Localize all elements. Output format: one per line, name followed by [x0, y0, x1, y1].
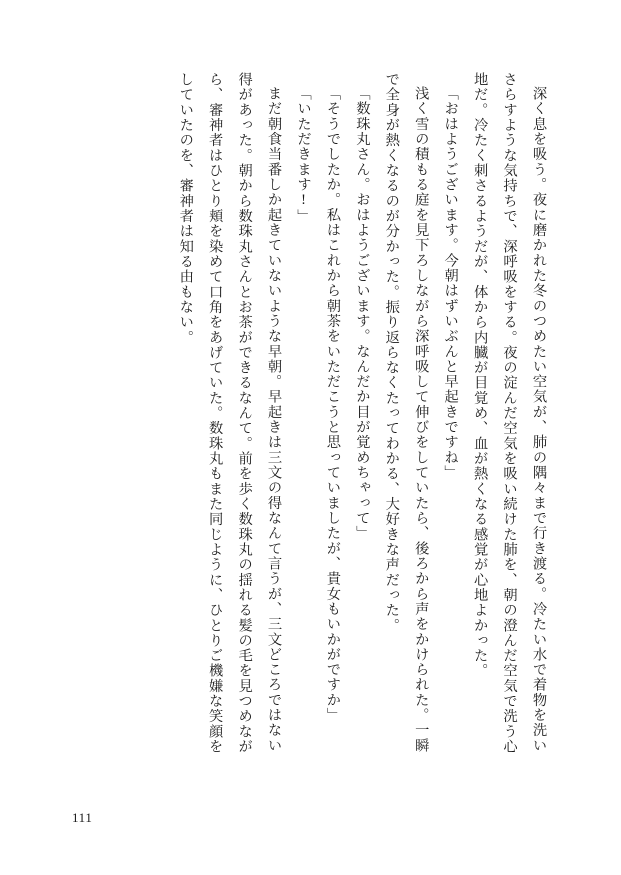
paragraph: 深く息を吸う。夜に磨かれた冬のつめたい空気が、肺の隅々まで行き渡る。冷たい水で着物を洗いさらすような気持ちで、深呼吸をする。夜の淀んだ空気を吸い続けた肺を、朝の澄んだ空気で洗う心地だ。冷たく刺さるようだが、体から内臓が目覚め、血が熱くなる感覚が心地よかった。: [472, 72, 547, 755]
paragraph: 「そうでしたか。私はこれから朝茶をいただこうと思っていましたが、貴女もいかがですか」: [324, 86, 341, 723]
paragraph: まだ朝食当番しか起きていないような早朝。早起きは三文の得なんて言うが、三文どころではない得があった。朝から数珠丸さんとお茶ができるなんて。前を歩く数珠丸の揺れる髪の毛を見つめながら、審神者はひとり頬を染めて口角をあげていた。数珠丸もまた同じように、ひとりご機嫌な笑顔をしていたのを、審神者は知る由もない。: [177, 72, 283, 755]
paragraph: 浅く雪の積もる庭を見下ろしながら深呼吸して伸びをしていたら、後ろから声をかけられた。一瞬で全身が熱くなるのが分かった。振り返らなくたってわかる、大好きな声だった。: [383, 72, 430, 754]
paragraph: 「数珠丸さん。おはようございます。なんだか目が覚めちゃって」: [354, 86, 371, 542]
paragraph: 「おはようございます。今朝はずいぶんと早起きですね」: [442, 86, 459, 481]
vertical-text-body: [73, 72, 553, 762]
page-number: 111: [72, 810, 93, 825]
paragraph: 「いただきます!」: [295, 86, 312, 225]
